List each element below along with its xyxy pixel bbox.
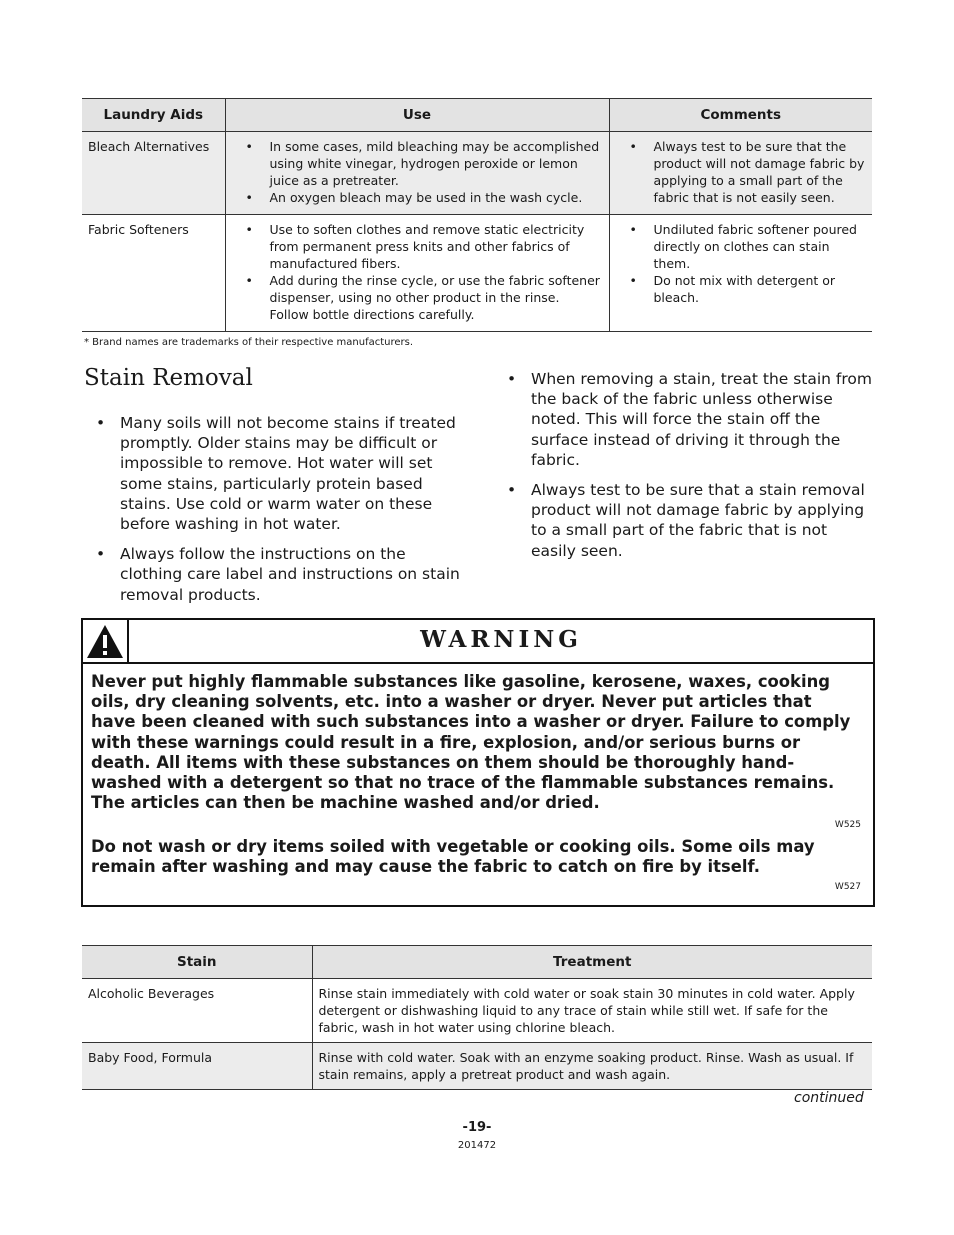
list-item: • Always follow the instructions on the clothing care label and instructions on stain removal products.: [96, 544, 466, 605]
list-item: • Do not mix with detergent or bleach.: [628, 272, 867, 306]
warning-code: W527: [834, 882, 861, 892]
use-cell: [225, 215, 609, 332]
warning-header: [83, 620, 873, 664]
table-row: [82, 1043, 872, 1090]
list-item: • Always test to be sure that a stain removal product will not damage fabric by applying to a small part of the fabric that is not easily seen.: [507, 480, 873, 561]
trademark-footnote: * Brand names are trademarks of their respective manufacturers.: [84, 337, 414, 348]
laundry-aids-table: [82, 98, 872, 332]
stain-name: Alcoholic Beverages: [82, 979, 312, 1043]
list-item: • Use to soften clothes and remove static electricity from permanent press knits and other fabrics of manufactured fibers.: [244, 221, 603, 272]
table-row: [82, 979, 872, 1043]
continued-label: continued: [794, 1090, 864, 1106]
stain-removal-right-column: [507, 369, 873, 571]
list-item: • Always test to be sure that the product will not damage fabric by applying to a small part of the fabric that is not easily seen.: [628, 138, 867, 206]
laundry-aid-name: Fabric Softeners: [82, 215, 225, 332]
table-header-row: [82, 946, 872, 979]
warning-triangle-icon: [83, 620, 129, 662]
list-item: • An oxygen bleach may be used in the wash cycle.: [244, 189, 603, 206]
section-title: Stain Removal: [84, 365, 253, 391]
list-item: • Add during the rinse cycle, or use the fabric softener dispenser, using no other product in the rinse. Follow bottle directions carefully.: [244, 272, 603, 323]
warning-paragraph: Never put highly flammable substances like gasoline, kerosene, waxes, cooking oils, dry cleaning solvents, etc. into a washer or dryer. Never put articles that have been cleaned with such substances into a washer or dryer. Failure to comply with these warnings could result in a fire, explosion, and/or serious burns or death. All items with these substances on them should be thoroughly hand-washed with a detergent so that no trace of the flammable substances remains. The articles can then be machine washed and/or dried.: [91, 672, 851, 813]
column-header: Comments: [609, 99, 872, 132]
list-item: • Undiluted fabric softener poured directly on clothes can stain them.: [628, 221, 867, 272]
warning-code: W525: [834, 820, 861, 830]
table-header-row: [82, 99, 872, 132]
column-header: Laundry Aids: [82, 99, 225, 132]
stain-treatment-table: [82, 945, 872, 1090]
treatment-cell: Rinse stain immediately with cold water or soak stain 30 minutes in cold water. Apply detergent or dishwashing liquid to any trace of stain while still wet. If safe for the fabric, wash in hot water using chlorine bleach.: [312, 979, 872, 1043]
list-item: • In some cases, mild bleaching may be accomplished using white vinegar, hydrogen peroxide or lemon juice as a pretreater.: [244, 138, 603, 189]
table-row: [82, 215, 872, 332]
list-item: • When removing a stain, treat the stain from the back of the fabric unless otherwise noted. This will force the stain off the surface instead of driving it through the fabric.: [507, 369, 873, 470]
stain-name: Baby Food, Formula: [82, 1043, 312, 1090]
treatment-cell: Rinse with cold water. Soak with an enzyme soaking product. Rinse. Wash as usual. If stain remains, apply a pretreat product and wash again.: [312, 1043, 872, 1090]
column-header: Use: [225, 99, 609, 132]
column-header: Stain: [82, 946, 312, 979]
page-number: -19-: [462, 1120, 492, 1135]
warning-title: WARNING: [420, 626, 582, 653]
document-number: 201472: [457, 1140, 497, 1151]
warning-paragraph: Do not wash or dry items soiled with vegetable or cooking oils. Some oils may remain after washing and may cause the fabric to catch on fire by itself.: [91, 837, 815, 877]
column-header: Treatment: [312, 946, 872, 979]
comments-cell: [609, 215, 872, 332]
laundry-aid-name: Bleach Alternatives: [82, 132, 225, 215]
stain-removal-left-column: [96, 413, 466, 615]
table-row: [82, 132, 872, 215]
use-cell: [225, 132, 609, 215]
list-item: • Many soils will not become stains if treated promptly. Older stains may be difficult or impossible to remove. Hot water will set some stains, particularly protein based stains. Use cold or warm water on these before washing in hot water.: [96, 413, 466, 534]
warning-box: [81, 618, 875, 907]
comments-cell: [609, 132, 872, 215]
